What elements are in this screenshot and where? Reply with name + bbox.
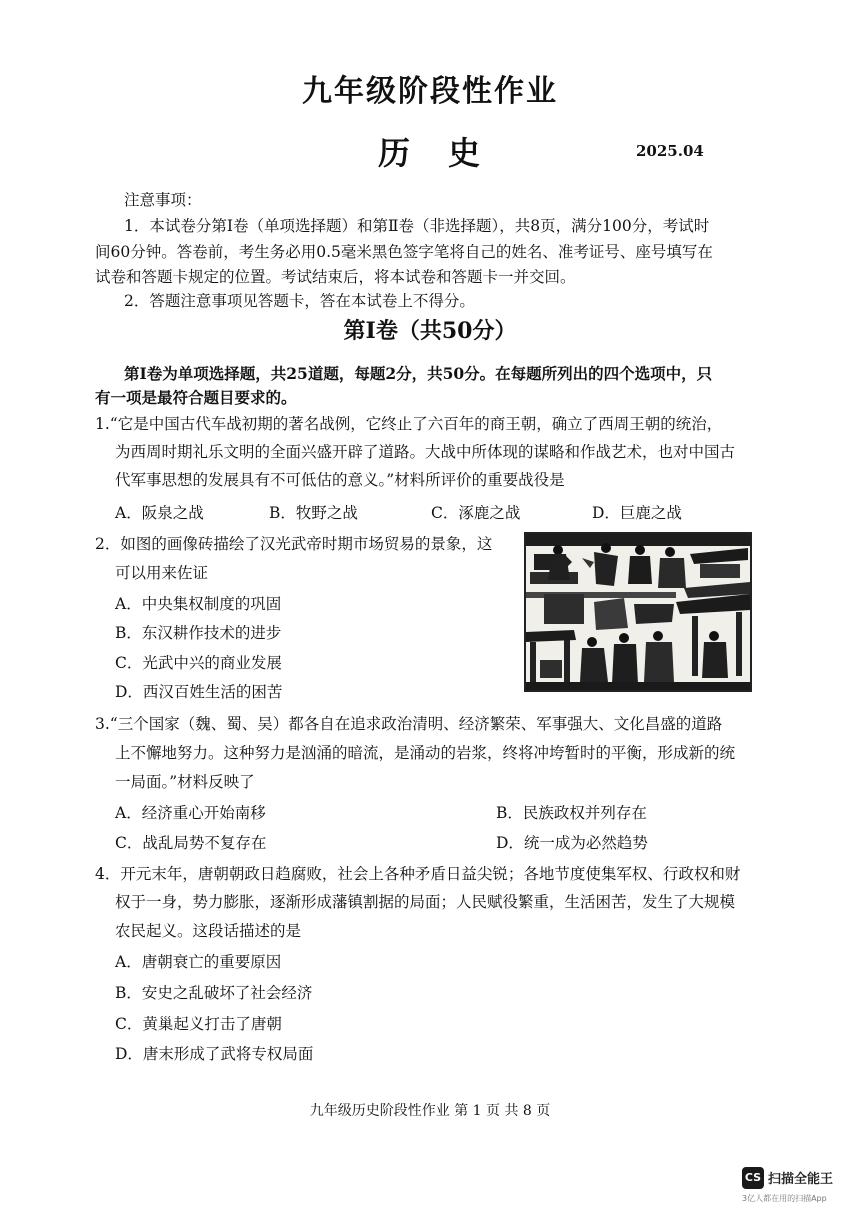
exam-date: 2025.04 bbox=[636, 142, 704, 160]
notice-line: 1．本试卷分第Ⅰ卷（单项选择题）和第Ⅱ卷（非选择题），共8页，满分100分，考试时 bbox=[124, 217, 710, 235]
question-2-option-c: C．光武中兴的商业发展 bbox=[115, 654, 282, 672]
question-4-option-c: C．黄巢起义打击了唐朝 bbox=[115, 1015, 282, 1033]
question-4-stem: 权于一身，势力膨胀，逐渐形成藩镇割据的局面；人民赋役繁重，生活困苦，发生了大规模 bbox=[115, 893, 736, 911]
watermark-app-name: 扫描全能王 bbox=[768, 1172, 834, 1187]
question-4-stem: 农民起义。这段话描述的是 bbox=[115, 922, 302, 940]
document-title: 九年级阶段性作业 bbox=[302, 74, 558, 109]
notice-heading: 注意事项： bbox=[124, 191, 202, 209]
notice-line: 试卷和答题卡规定的位置。考试结束后，将本试卷和答题卡一并交回。 bbox=[95, 268, 576, 286]
section-intro: 第Ⅰ卷为单项选择题，共25道题，每题2分，共50分。在每题所列出的四个选项中，只 bbox=[124, 364, 713, 383]
camscanner-logo-icon: CS bbox=[742, 1167, 764, 1189]
question-3-stem: 3.“三个国家（魏、蜀、吴）都各自在追求政治清明、经济繁荣、军事强大、文化昌盛的道路 bbox=[95, 715, 723, 733]
question-2-option-a: A．中央集权制度的巩固 bbox=[115, 595, 282, 613]
question-4-option-b: B．安史之乱破坏了社会经济 bbox=[115, 984, 313, 1002]
question-1-stem: 代军事思想的发展具有不可低估的意义。”材料所评价的重要战役是 bbox=[115, 471, 565, 489]
question-4-option-a: A．唐朝衰亡的重要原因 bbox=[115, 953, 282, 971]
question-3-stem: 上不懈地努力。这种努力是汹涌的暗流，是涌动的岩浆，终将冲垮暂时的平衡，形成新的统 bbox=[115, 744, 736, 762]
watermark-tagline: 3亿人都在用的扫描App bbox=[742, 1194, 827, 1203]
question-1-stem: 1.“它是中国古代车战初期的著名战例，它终止了六百年的商王朝，确立了西周王朝的统治， bbox=[95, 415, 723, 433]
notice-line: 间60分钟。答卷前，考生务必用0.5毫米黑色签字笔将自己的姓名、准考证号、座号填写在 bbox=[95, 243, 713, 261]
scanner-watermark bbox=[742, 1167, 850, 1207]
section-title: 第Ⅰ卷（共50分） bbox=[343, 318, 517, 344]
question-2-option-d: D．西汉百姓生活的困苦 bbox=[115, 683, 283, 701]
question-1-option-c: C．涿鹿之战 bbox=[431, 504, 521, 522]
question-1-option-d: D．巨鹿之战 bbox=[592, 504, 682, 522]
question-3-option-d: D．统一成为必然趋势 bbox=[496, 834, 648, 852]
section-intro: 有一项是最符合题目要求的。 bbox=[95, 388, 297, 407]
question-1-stem: 为西周时期礼乐文明的全面兴盛开辟了道路。大战中所体现的谋略和作战艺术，也对中国古 bbox=[115, 443, 736, 461]
question-2-stem: 可以用来佐证 bbox=[115, 564, 209, 582]
question-3-option-a: A．经济重心开始南移 bbox=[115, 804, 266, 822]
question-2-option-b: B．东汉耕作技术的进步 bbox=[115, 624, 282, 642]
question-4-stem: 4．开元末年，唐朝朝政日趋腐败，社会上各种矛盾日益尖锐；各地节度使集军权、行政权和财 bbox=[95, 865, 741, 883]
market-scene-brick-image bbox=[524, 532, 752, 692]
question-3-option-c: C．战乱局势不复存在 bbox=[115, 834, 267, 852]
question-3-option-b: B．民族政权并列存在 bbox=[496, 804, 647, 822]
question-1-option-a: A．阪泉之战 bbox=[115, 504, 204, 522]
question-2-stem: 2．如图的画像砖描绘了汉光武帝时期市场贸易的景象，这 bbox=[95, 535, 493, 553]
question-4-option-d: D．唐末形成了武将专权局面 bbox=[115, 1045, 314, 1063]
question-1-option-b: B．牧野之战 bbox=[269, 504, 358, 522]
page-footer: 九年级历史阶段性作业 第 1 页 共 8 页 bbox=[309, 1103, 551, 1119]
subject-title: 历史 bbox=[378, 134, 519, 172]
notice-line: 2．答题注意事项见答题卡，答在本试卷上不得分。 bbox=[124, 292, 475, 310]
question-3-stem: 一局面。”材料反映了 bbox=[115, 773, 255, 791]
